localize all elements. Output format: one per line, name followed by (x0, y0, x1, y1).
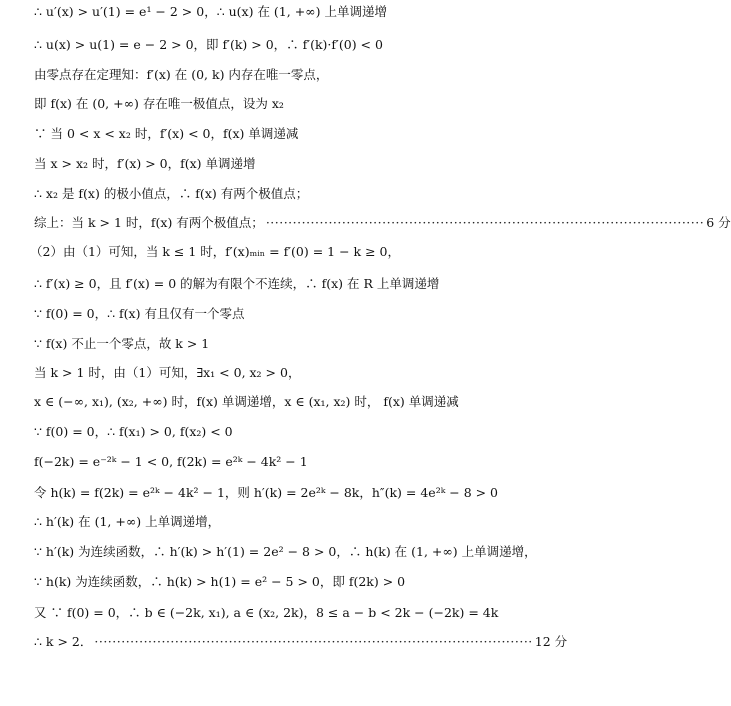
solution-line-6: 当 x > x₂ 时，f′(x) > 0，f(x) 单调递增 (34, 156, 256, 171)
solution-line-16: f(−2k) = e⁻²ᵏ − 1 < 0, f(2k) = e²ᵏ − 4k² − 1 (34, 454, 308, 469)
solution-line-15: ∵ f(0) = 0，∴ f(x₁) > 0, f(x₂) < 0 (34, 424, 233, 439)
solution-line-7: ∴ x₂ 是 f(x) 的极小值点，∴ f(x) 有两个极值点； (34, 186, 309, 201)
solution-line-18: ∴ h′(k) 在 (1, +∞) 上单调递增， (34, 514, 221, 529)
solution-line-13: 当 k > 1 时，由（1）可知，∃x₁ < 0, x₂ > 0， (34, 365, 301, 380)
solution-line-19: ∵ h′(k) 为连续函数，∴ h′(k) > h′(1) = 2e² − 8 > 0，∴ h(k) 在 (1, +∞) 上单调递增， (34, 544, 537, 559)
part2-summary-line (34, 633, 568, 651)
solution-line-12: ∵ f(x) 不止一个零点，故 k > 1 (34, 336, 210, 351)
solution-line-4: 即 f(x) 在 (0, +∞) 存在唯一极值点，设为 x₂ (34, 96, 284, 111)
solution-line-1: ∴ u′(x) > u′(1) = e¹ − 2 > 0，∴ u(x) 在 (1, +∞) 上单调递增 (34, 4, 387, 19)
solution-line-20: ∵ h(k) 为连续函数，∴ h(k) > h(1) = e² − 5 > 0，即 f(2k) > 0 (34, 574, 406, 589)
part1-score: 6 分 (706, 215, 731, 230)
solution-line-2: ∴ u(x) > u(1) = e − 2 > 0，即 f′(k) > 0，∴ f′(k)·f′(0) < 0 (34, 37, 383, 52)
solution-line-3: 由零点存在定理知：f′(x) 在 (0, k) 内存在唯一零点， (34, 67, 329, 82)
part2-score: 12 分 (534, 634, 568, 649)
leader-dots: ·································································································· (265, 215, 705, 230)
solution-line-17: 令 h(k) = f(2k) = e²ᵏ − 4k² − 1，则 h′(k) = 2e²ᵏ − 8k，h″(k) = 4e²ᵏ − 8 > 0 (34, 485, 499, 500)
solution-line-10: ∴ f′(x) ≥ 0，且 f′(x) = 0 的解为有限个不连续，∴ f(x) 在 R 上单调递增 (34, 276, 440, 291)
solution-line-11: ∵ f(0) = 0，∴ f(x) 有且仅有一个零点 (34, 306, 245, 321)
solution-line-5: ∵ 当 0 < x < x₂ 时，f′(x) < 0，f(x) 单调递减 (34, 126, 299, 141)
solution-line-9: （2）由（1）可知，当 k ≤ 1 时，f′(x)ₘᵢₙ = f′(0) = 1 − k ≥ 0， (30, 244, 400, 259)
part1-summary-line (34, 214, 731, 232)
leader-dots: ·································································································· (94, 634, 533, 649)
part2-summary-text: ∴ k > 2． (34, 634, 93, 649)
solution-line-14: x ∈ (−∞, x₁), (x₂, +∞) 时，f(x) 单调递增，x ∈ (x₁, x₂) 时， f(x) 单调递减 (34, 394, 459, 409)
part1-summary-text: 综上：当 k > 1 时，f(x) 有两个极值点； (34, 215, 264, 230)
solution-line-21: 又 ∵ f(0) = 0，∴ b ∈ (−2k, x₁), a ∈ (x₂, 2k)，8 ≤ a − b < 2k − (−2k) = 4k (34, 605, 499, 620)
